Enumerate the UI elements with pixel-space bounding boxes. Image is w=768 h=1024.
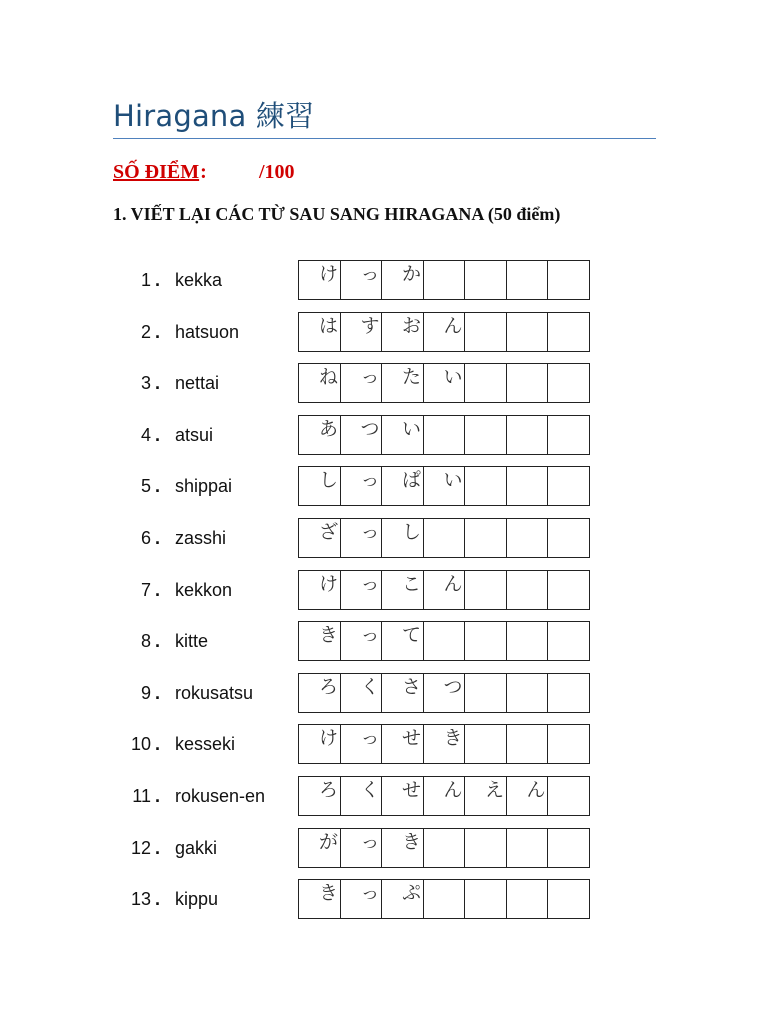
exercise-number — [118, 528, 160, 549]
exercise-number-dot: . — [154, 321, 160, 342]
answer-boxes — [298, 415, 593, 455]
handwritten-kana: け — [319, 727, 339, 750]
handwritten-kana: つ — [443, 675, 463, 698]
answer-cell[interactable] — [465, 415, 507, 455]
answer-cell[interactable] — [424, 570, 466, 610]
answer-cell[interactable] — [382, 673, 424, 713]
handwritten-kana: ざ — [319, 521, 339, 543]
answer-boxes — [298, 724, 593, 764]
handwritten-kana: い — [443, 469, 463, 492]
exercise-number-value: 1 — [140, 270, 151, 290]
answer-cell[interactable] — [424, 776, 466, 816]
romaji-word: gakki — [175, 837, 218, 858]
handwritten-kana: き — [402, 830, 422, 853]
handwritten-kana: ろ — [319, 779, 339, 801]
answer-cell[interactable] — [507, 776, 549, 816]
answer-cell[interactable] — [382, 363, 424, 403]
handwritten-kana: ろ — [319, 675, 339, 698]
exercise-row — [0, 466, 768, 508]
answer-cell[interactable] — [465, 879, 507, 919]
exercise-number-dot: . — [154, 837, 160, 858]
answer-cell[interactable] — [341, 828, 383, 868]
handwritten-kana: い — [443, 366, 463, 389]
answer-cell[interactable] — [341, 570, 383, 610]
handwritten-kana: き — [443, 727, 463, 750]
answer-cell[interactable] — [299, 879, 341, 919]
handwritten-kana: て — [402, 624, 422, 647]
answer-cell[interactable] — [424, 312, 466, 352]
answer-cell[interactable] — [424, 621, 466, 661]
exercise-row — [0, 879, 768, 921]
romaji-word: kekka — [175, 270, 223, 290]
answer-cell[interactable] — [465, 673, 507, 713]
answer-cell[interactable] — [341, 260, 383, 300]
exercise-number — [118, 889, 160, 910]
answer-cell[interactable] — [424, 363, 466, 403]
answer-cell[interactable] — [382, 415, 424, 455]
answer-cell[interactable] — [424, 260, 466, 300]
handwritten-kana: け — [319, 263, 339, 285]
answer-cell[interactable] — [465, 312, 507, 352]
page-title: Hiragana 練習 — [113, 99, 315, 133]
answer-cell[interactable] — [548, 879, 590, 919]
answer-cell[interactable] — [341, 776, 383, 816]
answer-cell[interactable] — [382, 724, 424, 764]
answer-cell[interactable] — [299, 724, 341, 764]
handwritten-kana: か — [402, 263, 422, 285]
handwritten-kana: っ — [360, 521, 380, 543]
handwritten-kana: お — [402, 314, 422, 337]
exercise-number-value: 6 — [140, 528, 151, 548]
handwritten-kana: ぱ — [402, 469, 422, 492]
exercise-row — [0, 415, 768, 457]
handwritten-kana: っ — [360, 366, 380, 389]
answer-cell[interactable] — [382, 312, 424, 352]
answer-cell[interactable] — [548, 260, 590, 300]
exercise-number-dot: . — [154, 424, 160, 445]
answer-cell[interactable] — [424, 466, 466, 506]
handwritten-kana: さ — [402, 675, 422, 698]
answer-cell[interactable] — [507, 518, 549, 558]
answer-cell[interactable] — [548, 828, 590, 868]
answer-boxes — [298, 776, 593, 816]
handwritten-kana: く — [360, 675, 380, 698]
handwritten-kana: し — [319, 469, 339, 492]
handwritten-kana: き — [319, 624, 339, 647]
answer-boxes — [298, 673, 593, 713]
exercise-number-value: 11 — [132, 786, 151, 806]
handwritten-kana: ん — [443, 572, 463, 595]
handwritten-kana: っ — [360, 727, 380, 750]
exercise-number-dot: . — [154, 528, 160, 548]
answer-cell[interactable] — [465, 776, 507, 816]
handwritten-kana: ね — [319, 366, 339, 389]
answer-boxes — [298, 312, 593, 352]
handwritten-kana: ん — [443, 779, 463, 801]
exercise-row — [0, 518, 768, 560]
answer-cell[interactable] — [507, 621, 549, 661]
romaji-word: hatsuon — [175, 321, 240, 342]
handwritten-kana: っ — [360, 469, 380, 492]
answer-cell[interactable] — [341, 363, 383, 403]
section-heading: 1. VIẾT LẠI CÁC TỪ SAU SANG HIRAGANA (50 điểm) — [113, 204, 561, 224]
handwritten-kana: っ — [360, 830, 380, 853]
exercise-number — [118, 838, 160, 859]
handwritten-kana: は — [319, 314, 339, 337]
exercise-number-dot: . — [154, 373, 160, 394]
handwritten-kana: ん — [526, 779, 546, 801]
exercise-number-dot: . — [154, 270, 160, 290]
answer-cell[interactable] — [299, 673, 341, 713]
exercise-number — [118, 631, 160, 652]
romaji-word: rokusen-en — [175, 786, 266, 806]
answer-cell[interactable] — [548, 518, 590, 558]
exercise-row — [0, 312, 768, 354]
answer-boxes — [298, 570, 593, 610]
answer-cell[interactable] — [548, 466, 590, 506]
handwritten-kana: け — [319, 572, 339, 595]
handwritten-kana: ん — [443, 314, 463, 337]
exercise-number — [118, 373, 160, 394]
answer-cell[interactable] — [465, 466, 507, 506]
exercise-number-dot: . — [154, 786, 160, 806]
handwritten-kana: が — [319, 830, 339, 853]
romaji-word: shippai — [175, 476, 233, 497]
exercise-row — [0, 363, 768, 405]
exercise-number-value: 4 — [140, 424, 151, 445]
exercise-number — [118, 683, 160, 704]
answer-cell[interactable] — [507, 879, 549, 919]
answer-cell[interactable] — [299, 570, 341, 610]
answer-boxes — [298, 879, 593, 919]
answer-cell[interactable] — [424, 724, 466, 764]
exercise-number-value: 8 — [140, 631, 151, 652]
exercise-number-dot: . — [154, 682, 160, 703]
exercise-number-value: 2 — [140, 321, 151, 342]
answer-cell[interactable] — [507, 828, 549, 868]
answer-cell[interactable] — [465, 260, 507, 300]
answer-cell[interactable] — [299, 621, 341, 661]
romaji-word: kitte — [175, 631, 209, 652]
exercise-row — [0, 828, 768, 870]
answer-cell[interactable] — [299, 312, 341, 352]
exercise-row — [0, 673, 768, 715]
handwritten-kana: く — [360, 779, 380, 801]
answer-boxes — [298, 621, 593, 661]
answer-cell[interactable] — [507, 260, 549, 300]
answer-cell[interactable] — [382, 260, 424, 300]
answer-cell[interactable] — [382, 828, 424, 868]
exercise-number-dot: . — [154, 734, 160, 755]
exercise-number — [118, 476, 160, 497]
answer-cell[interactable] — [465, 828, 507, 868]
romaji-word: kekkon — [175, 579, 233, 600]
score-label: SỐ ĐIỂM — [113, 161, 200, 183]
answer-cell[interactable] — [299, 828, 341, 868]
handwritten-kana: つ — [360, 417, 380, 440]
handwritten-kana: ぷ — [402, 882, 422, 905]
answer-cell[interactable] — [507, 673, 549, 713]
answer-cell[interactable] — [548, 312, 590, 352]
handwritten-kana: せ — [402, 727, 422, 750]
answer-cell[interactable] — [465, 363, 507, 403]
exercise-number-value: 5 — [140, 476, 151, 497]
handwritten-kana: す — [360, 314, 380, 337]
answer-boxes — [298, 518, 593, 558]
exercise-row — [0, 776, 768, 818]
answer-cell[interactable] — [382, 570, 424, 610]
answer-cell[interactable] — [507, 415, 549, 455]
answer-cell[interactable] — [465, 570, 507, 610]
handwritten-kana: っ — [360, 882, 380, 905]
exercise-number — [118, 580, 160, 601]
answer-cell[interactable] — [382, 621, 424, 661]
answer-cell[interactable] — [507, 570, 549, 610]
answer-cell[interactable] — [548, 724, 590, 764]
exercise-row — [0, 260, 768, 302]
answer-cell[interactable] — [424, 879, 466, 919]
answer-cell[interactable] — [382, 879, 424, 919]
score-total: /100 — [259, 161, 295, 183]
handwritten-kana: っ — [360, 572, 380, 595]
romaji-word: nettai — [175, 373, 220, 394]
answer-cell[interactable] — [299, 260, 341, 300]
exercise-row — [0, 621, 768, 663]
answer-cell[interactable] — [299, 776, 341, 816]
answer-cell[interactable] — [341, 518, 383, 558]
handwritten-kana: せ — [402, 779, 422, 801]
handwritten-kana: え — [485, 779, 505, 801]
handwritten-kana: こ — [402, 572, 422, 595]
exercise-number-value: 13 — [130, 889, 151, 910]
exercise-number — [118, 734, 160, 755]
answer-cell[interactable] — [548, 415, 590, 455]
answer-boxes — [298, 466, 593, 506]
handwritten-kana: き — [319, 882, 339, 905]
answer-boxes — [298, 363, 593, 403]
answer-cell[interactable] — [424, 415, 466, 455]
handwritten-kana: っ — [360, 263, 380, 285]
answer-cell[interactable] — [465, 621, 507, 661]
score-colon: : — [200, 161, 207, 183]
answer-cell[interactable] — [382, 518, 424, 558]
exercise-row — [0, 570, 768, 612]
score-line — [113, 161, 295, 184]
romaji-word: rokusatsu — [175, 682, 254, 703]
answer-cell[interactable] — [507, 724, 549, 764]
exercise-number — [118, 425, 160, 446]
answer-cell[interactable] — [341, 724, 383, 764]
answer-cell[interactable] — [548, 621, 590, 661]
answer-cell[interactable] — [341, 879, 383, 919]
exercise-number-value: 9 — [140, 682, 151, 703]
handwritten-kana: し — [402, 521, 422, 543]
title-underline — [113, 138, 656, 139]
answer-boxes — [298, 260, 593, 300]
answer-cell[interactable] — [548, 570, 590, 610]
answer-cell[interactable] — [299, 466, 341, 506]
answer-cell[interactable] — [507, 363, 549, 403]
answer-cell[interactable] — [424, 673, 466, 713]
exercise-number-value: 12 — [130, 837, 151, 858]
exercise-row — [0, 724, 768, 766]
answer-cell[interactable] — [424, 828, 466, 868]
answer-cell[interactable] — [299, 518, 341, 558]
answer-cell[interactable] — [465, 518, 507, 558]
answer-cell[interactable] — [548, 776, 590, 816]
answer-cell[interactable] — [548, 363, 590, 403]
answer-cell[interactable] — [299, 363, 341, 403]
exercise-number-dot: . — [154, 476, 160, 497]
exercise-number-dot: . — [154, 579, 160, 600]
answer-cell[interactable] — [507, 466, 549, 506]
handwritten-kana: い — [402, 417, 422, 440]
exercise-number-value: 3 — [140, 373, 151, 394]
handwritten-kana: た — [402, 366, 422, 389]
answer-cell[interactable] — [341, 312, 383, 352]
exercise-number — [118, 322, 160, 343]
answer-cell[interactable] — [465, 724, 507, 764]
answer-cell[interactable] — [424, 518, 466, 558]
handwritten-kana: っ — [360, 624, 380, 647]
answer-cell[interactable] — [341, 466, 383, 506]
answer-cell[interactable] — [382, 466, 424, 506]
answer-cell[interactable] — [341, 415, 383, 455]
exercise-number-dot: . — [154, 631, 160, 652]
handwritten-kana: あ — [319, 417, 339, 440]
answer-cell[interactable] — [341, 621, 383, 661]
answer-boxes — [298, 828, 593, 868]
answer-cell[interactable] — [382, 776, 424, 816]
exercise-number-value: 10 — [130, 734, 151, 755]
answer-cell[interactable] — [548, 673, 590, 713]
romaji-word: kesseki — [175, 734, 236, 755]
answer-cell[interactable] — [299, 415, 341, 455]
answer-cell[interactable] — [507, 312, 549, 352]
romaji-word: zasshi — [175, 528, 227, 548]
exercise-number — [118, 786, 160, 807]
romaji-word: kippu — [175, 889, 219, 910]
romaji-word: atsui — [175, 424, 214, 445]
exercise-number — [118, 270, 160, 291]
answer-cell[interactable] — [341, 673, 383, 713]
exercise-number-value: 7 — [140, 579, 151, 600]
exercise-number-dot: . — [154, 889, 160, 910]
